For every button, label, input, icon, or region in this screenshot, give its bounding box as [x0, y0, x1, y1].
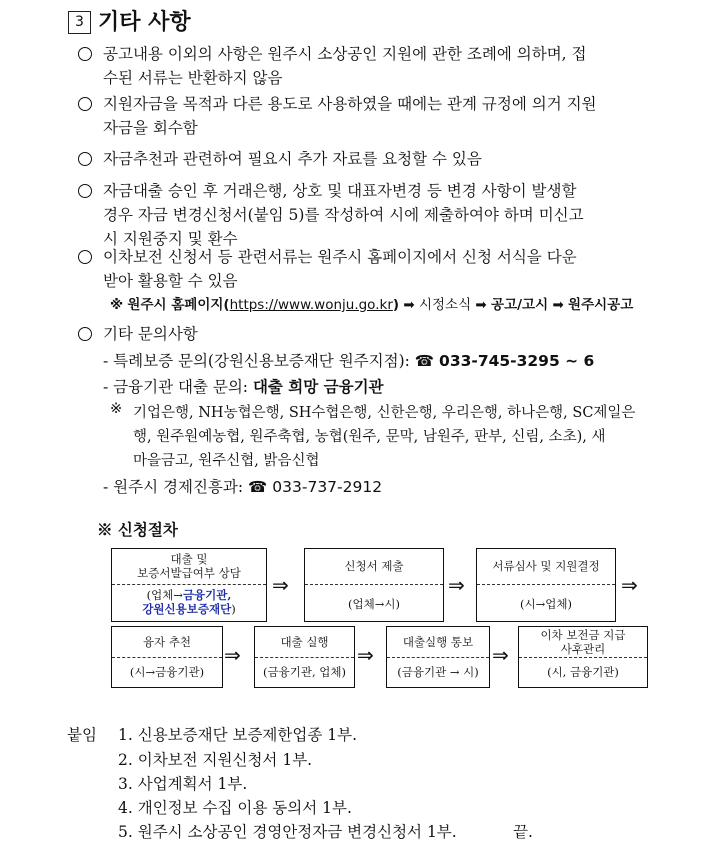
attachment-item: 5. 원주시 소상공인 경영안정자금 변경신청서 1부.: [118, 823, 457, 841]
flow-box-bottom-text: ): [231, 602, 236, 616]
flow-box-bottom: (금융기관, 업체): [263, 665, 346, 679]
homepage-suffix: ): [392, 297, 400, 313]
attachment-item: 3. 사업계획서 1부.: [118, 775, 248, 793]
flow-box-top: [519, 628, 647, 656]
flow-box-bottom: [112, 588, 266, 616]
flow-box-top: [112, 552, 266, 580]
homepage-prefix: 원주시 홈페이지(: [127, 297, 230, 313]
flow-box-bottom: (시, 금융기관): [547, 665, 619, 679]
flow-arrow-icon: ⇒: [448, 573, 465, 597]
bullet-4-line-2: 경우 자금 변경신청서(붙임 5)를 작성하여 시에 제출하여야 하며 미신고: [103, 206, 584, 224]
bullet-circle-icon: [78, 327, 92, 341]
flow-box-top: 서류심사 및 지원결정: [492, 559, 600, 573]
inquiry-econ: [103, 475, 382, 497]
flow-box-review: [476, 548, 616, 622]
flow-box-consult: [111, 548, 267, 622]
attachments-label: 붙임: [67, 726, 97, 744]
flow-arrow-icon: ⇒: [492, 643, 509, 667]
flow-box-divider: [387, 657, 489, 658]
flow-box-top-line: 이차 보전금 지급: [540, 628, 626, 642]
flow-box-top-line: 보증서발급여부 상담: [137, 566, 241, 580]
bullet-1-line-1: 공고내용 이외의 사항은 원주시 소상공인 지원에 관한 조례에 의하며, 접: [103, 45, 587, 63]
phone-icon: ☎: [248, 478, 268, 496]
flow-arrow-icon: ⇒: [621, 573, 638, 597]
path-step-2: 공고/고시: [491, 297, 549, 313]
bullet-circle-icon: [78, 250, 92, 264]
bullet-2-line-2: 자금을 회수함: [103, 119, 198, 137]
flow-box-bottom: (시→금융기관): [129, 665, 205, 679]
flow-box-bottom-line: [112, 588, 266, 602]
flow-arrow-icon: ⇒: [357, 643, 374, 667]
flow-box-bottom: (시→업체): [520, 597, 572, 611]
inquiry-title: 기타 문의사항: [103, 325, 198, 343]
inquiry-econ-phone: 033-737-2912: [272, 478, 383, 496]
bullet-3-line-1: 자금추천과 관련하여 필요시 추가 자료를 요청할 수 있음: [103, 150, 482, 168]
inquiry-guarantee: [103, 349, 594, 371]
attachment-item: 4. 개인정보 수집 이용 동의서 1부.: [118, 799, 352, 817]
flow-arrow-icon: ⇒: [224, 643, 241, 667]
flow-box-top: 융자 추천: [142, 635, 192, 649]
flow-box-divider: [112, 584, 266, 585]
bullet-circle-icon: [78, 47, 92, 61]
bank-note-line-1: 기업은행, NH농협은행, SH수협은행, 신한은행, 우리은행, 하나은행, SC제일은: [133, 405, 636, 421]
section-number-box: 3: [68, 11, 91, 34]
flow-box-top: 신청서 제출: [344, 559, 404, 573]
path-step-3: 원주시공고: [568, 297, 634, 313]
flow-box-submit: [304, 548, 444, 622]
arrow-right-icon: ➡: [403, 297, 415, 313]
bank-note-line-3: 마을금고, 원주신협, 밝음신협: [133, 453, 320, 469]
flow-box-divider: [255, 657, 354, 658]
inquiry-bank: [103, 375, 384, 397]
flow-box-divider: [112, 657, 222, 658]
attachment-item: 1. 신용보증재단 보증제한업종 1부.: [118, 726, 358, 744]
inquiry-econ-label: - 원주시 경제진흥과:: [103, 478, 249, 496]
bullet-1-line-2: 수된 서류는 반환하지 않음: [103, 69, 283, 87]
inquiry-guarantee-label: - 특례보증 문의(강원신용보증재단 원주지점):: [103, 352, 415, 370]
flow-box-recommend: [111, 626, 223, 688]
bullet-2-line-1: 지원자금을 목적과 다른 용도로 사용하였을 때에는 관계 규정에 의거 지원: [103, 95, 597, 113]
procedure-title: ※ 신청절차: [97, 520, 178, 539]
bullet-circle-icon: [78, 152, 92, 166]
path-step-1: 시정소식: [418, 297, 472, 313]
flow-box-execute: [254, 626, 355, 688]
bullet-5-line-2: 받아 활용할 수 있음: [103, 272, 238, 290]
bank-note-mark: ※: [110, 401, 123, 417]
note-mark: ※: [110, 297, 124, 313]
flow-box-bottom-blue: 강원신용보증재단: [142, 602, 232, 616]
arrow-right-icon: ➡: [475, 297, 487, 313]
bank-note-line-2: 행, 원주원예농협, 원주축협, 농협(원주, 문막, 남원주, 판부, 신림, 소초), 새: [133, 429, 606, 445]
flow-box-notify: [386, 626, 490, 688]
end-mark: 끝.: [513, 823, 533, 841]
flow-box-divider: [305, 584, 443, 585]
flow-box-top: 대출 실행: [280, 635, 329, 649]
flow-box-top-line: 사후관리: [560, 642, 606, 656]
bullet-4-line-1: 자금대출 승인 후 거래은행, 상호 및 대표자변경 등 변경 사항이 발생할: [103, 182, 577, 200]
flow-box-top-line: 대출 및: [170, 552, 208, 566]
flow-box-bottom: (금융기관 → 시): [397, 665, 479, 679]
flow-box-subsidy: [518, 626, 648, 688]
bullet-5-line-1: 이차보전 신청서 등 관련서류는 원주시 홈페이지에서 신청 서식을 다운: [103, 248, 577, 266]
flow-box-bottom-text: (업체→: [146, 588, 183, 602]
bullet-4-line-3: 시 지원중지 및 환수: [103, 230, 238, 248]
flow-box-bottom-blue: 금융기관,: [182, 588, 232, 602]
bullet-circle-icon: [78, 97, 92, 111]
inquiry-bank-label: - 금융기관 대출 문의:: [103, 378, 253, 396]
flow-box-bottom-line: [112, 602, 266, 616]
flow-box-divider: [519, 657, 647, 658]
section-title: 기타 사항: [98, 10, 191, 35]
attachment-item: 2. 이차보전 지원신청서 1부.: [118, 751, 313, 769]
flow-box-top: 대출실행 통보: [402, 635, 474, 649]
flow-box-divider: [477, 584, 615, 585]
inquiry-guarantee-phone: 033-745-3295 ~ 6: [439, 352, 595, 370]
bullet-circle-icon: [78, 184, 92, 198]
flow-arrow-icon: ⇒: [272, 573, 289, 597]
phone-icon: ☎: [414, 352, 435, 370]
homepage-note: [110, 293, 633, 313]
flow-box-bottom: (업체→시): [348, 597, 400, 611]
arrow-right-icon: ➡: [552, 297, 564, 313]
inquiry-bank-value: 대출 희망 금융기관: [252, 377, 384, 396]
homepage-link[interactable]: https://www.wonju.go.kr: [229, 297, 393, 313]
